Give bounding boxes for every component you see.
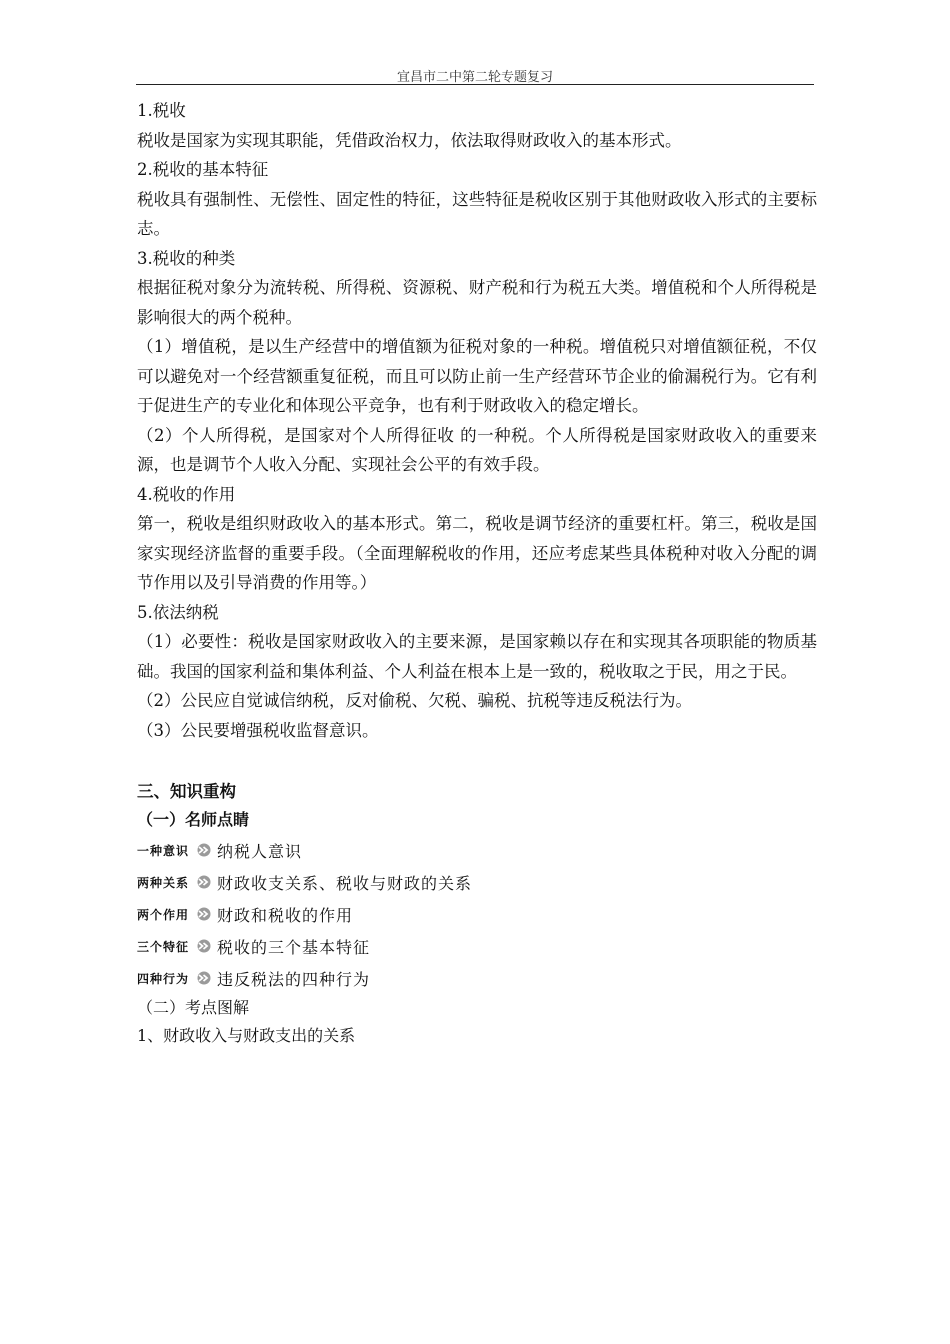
teacher-tips-subtitle: （一）名师点睛 bbox=[137, 810, 250, 829]
section-2-title: 2.税收的基本特征 bbox=[137, 160, 269, 179]
section-4-text: 第一，税收是组织财政收入的基本形式。第二，税收是调节经济的重要杠杆。第三，税收是国家实现经济监督的重要手段。（全面理解税收的作用，还应考虑某些具体税种对收入分配的调节作用以及引导消费的作用等。） bbox=[137, 514, 817, 592]
key-point-label: 一种意识 bbox=[137, 843, 190, 858]
section-3-income-tax-paragraph: （2）个人所得税，是国家对个人所得征收 的一种税。个人所得税是国家财政收入的重要来源，也是调节个人收入分配、实现社会公平的有效手段。 bbox=[137, 425, 817, 474]
knowledge-rebuild-title: 三、知识重构 bbox=[137, 782, 236, 801]
double-chevron-right-icon bbox=[195, 939, 213, 953]
section-3-text: 根据征税对象分为流转税、所得税、资源税、财产税和行为税五大类。增值税和个人所得税是影响很大的两个税种。 bbox=[137, 278, 817, 327]
section-2-text: 税收具有强制性、无偿性、固定性的特征，这些特征是税收区别于其他财政收入形式的主要标志。 bbox=[137, 189, 817, 238]
key-point-item bbox=[137, 930, 817, 962]
section-3-title: 3.税收的种类 bbox=[137, 248, 236, 268]
section-5-paragraph-2: （2）公民应自觉诚信纳税，反对偷税、欠税、骗税、抗税等违反税法行为。 bbox=[137, 691, 692, 710]
key-point-label: 两个作用 bbox=[137, 907, 190, 922]
double-chevron-right-icon bbox=[195, 843, 213, 857]
key-point-item bbox=[137, 898, 817, 930]
page-header-title: 宜昌市二中第二轮专题复习 bbox=[396, 70, 553, 85]
double-chevron-right-icon bbox=[195, 875, 213, 889]
section-5-paragraph-1: （1）必要性：税收是国家财政收入的主要来源，是国家赖以存在和实现其各项职能的物质基础。我国的国家利益和集体利益、个人利益在根本上是一致的，税收取之于民，用之于民。 bbox=[137, 632, 817, 681]
key-point-value: 纳税人意识 bbox=[217, 841, 303, 861]
key-point-value: 财政和税收的作用 bbox=[217, 905, 354, 925]
key-point-item bbox=[137, 962, 817, 994]
key-point-value: 税收的三个基本特征 bbox=[217, 937, 371, 957]
section-1-title: 1.税收 bbox=[137, 101, 186, 120]
section-5-paragraph-3: （3）公民要增强税收监督意识。 bbox=[137, 720, 379, 740]
header-divider bbox=[136, 84, 814, 85]
document-body bbox=[137, 96, 817, 1050]
spacer bbox=[137, 745, 817, 777]
section-5-title: 5.依法纳税 bbox=[137, 602, 219, 622]
key-point-value: 违反税法的四种行为 bbox=[217, 969, 371, 989]
diagram-item-1: 1、财政收入与财政支出的关系 bbox=[137, 1026, 356, 1045]
double-chevron-right-icon bbox=[195, 971, 213, 985]
exam-diagram-subtitle: （二）考点图解 bbox=[137, 998, 250, 1017]
key-point-item bbox=[137, 866, 817, 898]
key-point-label: 四种行为 bbox=[137, 971, 190, 986]
section-1-text: 税收是国家为实现其职能，凭借政治权力，依法取得财政收入的基本形式。 bbox=[137, 130, 682, 150]
double-chevron-right-icon bbox=[195, 907, 213, 921]
key-point-item bbox=[137, 834, 817, 866]
key-point-label: 三个特征 bbox=[137, 939, 190, 954]
section-4-title: 4.税收的作用 bbox=[137, 484, 236, 504]
key-point-label: 两种关系 bbox=[137, 875, 190, 890]
section-3-vat-paragraph: （1）增值税，是以生产经营中的增值额为征税对象的一种税。增值税只对增值额征税，不仅可以避免对一个经营额重复征税，而且可以防止前一生产经营环节企业的偷漏税行为。它有利于促进生产的专业化和体现公平竞争，也有利于财政收入的稳定增长。 bbox=[137, 337, 817, 415]
key-points-list bbox=[137, 834, 817, 994]
key-point-value: 财政收支关系、税收与财政的关系 bbox=[217, 873, 473, 893]
